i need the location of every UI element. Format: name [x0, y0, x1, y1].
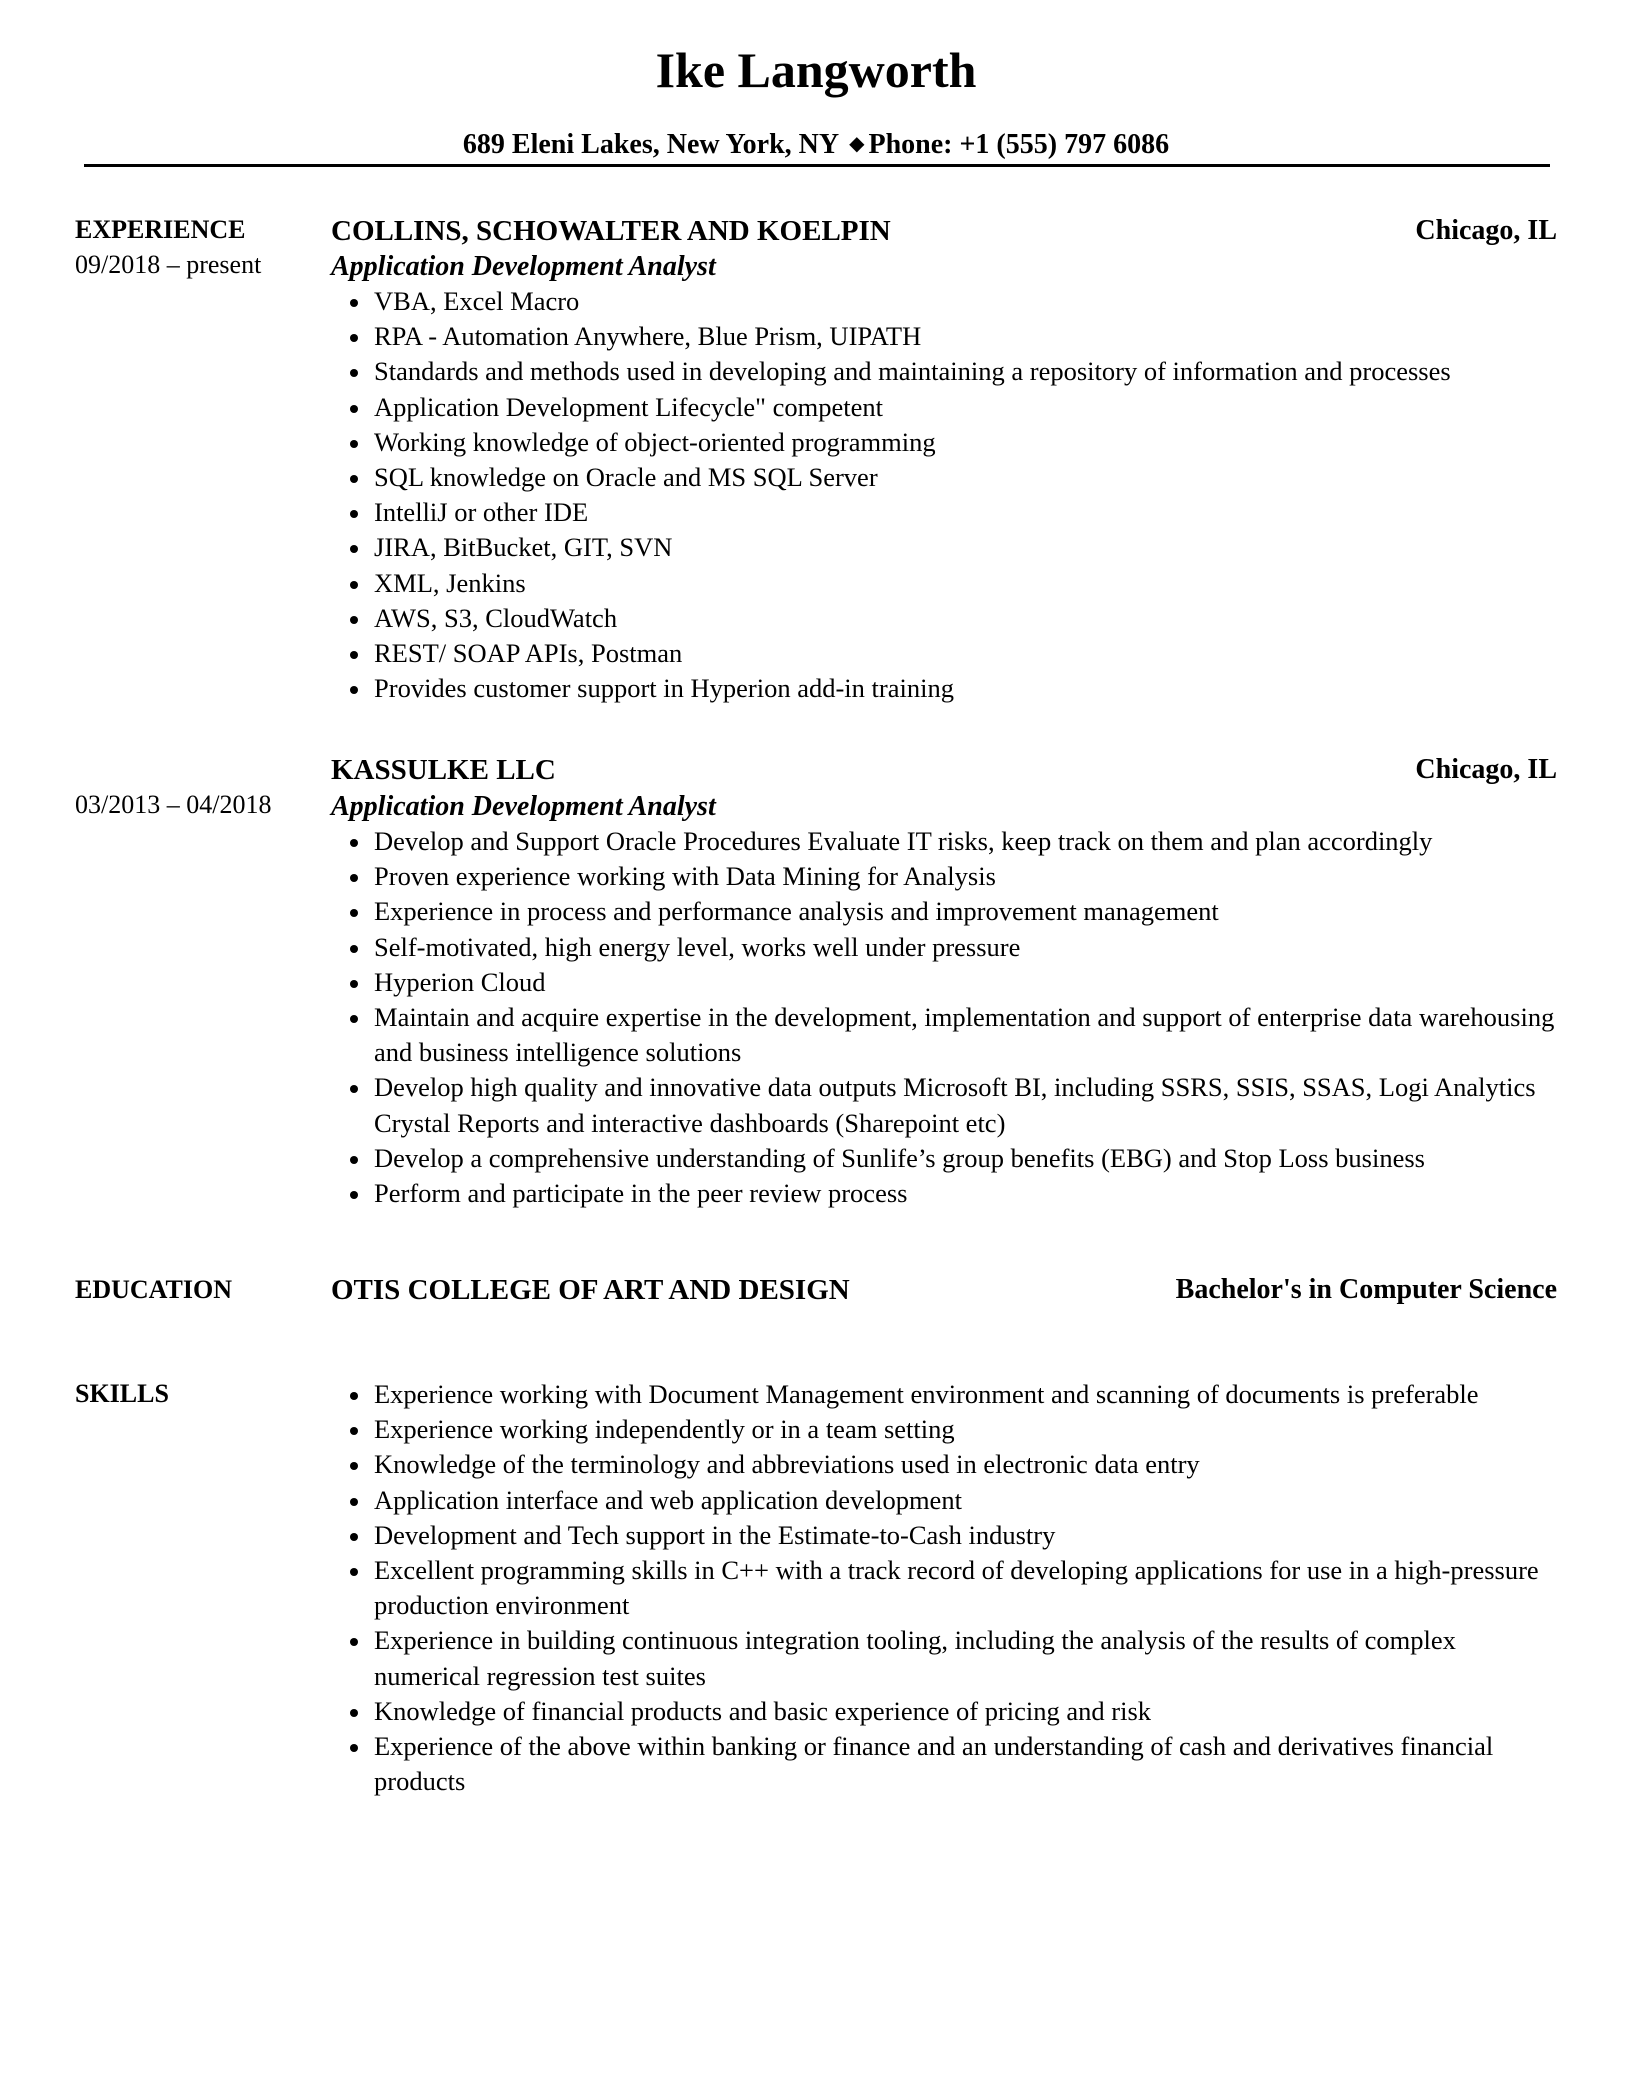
list-item: Experience of the above within banking or finance and an understanding of cash and derivatives financial products	[331, 1729, 1561, 1799]
list-item: VBA, Excel Macro	[331, 284, 1561, 319]
list-item: Develop high quality and innovative data outputs Microsoft BI, including SSRS, SSIS, SSAS, Logi Analytics Crystal Reports and interactive dashboards (Sharepoint etc)	[331, 1070, 1561, 1140]
list-item: Self-motivated, high energy level, works well under pressure	[331, 930, 1561, 965]
list-item: SQL knowledge on Oracle and MS SQL Server	[331, 460, 1561, 495]
list-item: Experience in process and performance analysis and improvement management	[331, 894, 1561, 929]
header-divider	[84, 164, 1550, 167]
list-item: IntelliJ or other IDE	[331, 495, 1561, 530]
list-item: Application interface and web application development	[331, 1483, 1561, 1518]
list-item: Maintain and acquire expertise in the development, implementation and support of enterprise data warehousing and business intelligence solutions	[331, 1000, 1561, 1070]
list-item: Perform and participate in the peer review process	[331, 1176, 1561, 1211]
diamond-separator-icon: ◆	[849, 133, 865, 155]
list-item: Experience in building continuous integration tooling, including the analysis of the results of complex numerical regression test suites	[331, 1623, 1561, 1693]
phone: Phone: +1 (555) 797 6086	[868, 129, 1170, 160]
job-location: Chicago, IL	[1415, 215, 1557, 246]
list-item: Development and Tech support in the Estimate-to-Cash industry	[331, 1518, 1561, 1553]
section-label-experience: EXPERIENCE	[75, 215, 246, 244]
list-item: Experience working with Document Management environment and scanning of documents is preferable	[331, 1377, 1561, 1412]
job-dates: 03/2013 – 04/2018	[75, 790, 272, 819]
list-item: Proven experience working with Data Mining for Analysis	[331, 859, 1561, 894]
list-item: REST/ SOAP APIs, Postman	[331, 636, 1561, 671]
address: 689 Eleni Lakes, New York, NY	[462, 129, 839, 160]
contact-line	[0, 126, 1632, 163]
list-item: Knowledge of financial products and basic experience of pricing and risk	[331, 1694, 1561, 1729]
candidate-name: Ike Langworth	[655, 42, 977, 98]
list-item: Standards and methods used in developing and maintaining a repository of information and processes	[331, 354, 1561, 389]
job-title: Application Development Analyst	[331, 251, 716, 282]
job-location: Chicago, IL	[1415, 754, 1557, 785]
list-item: Experience working independently or in a team setting	[331, 1412, 1561, 1447]
list-item: Excellent programming skills in C++ with a track record of developing applications for use in a high-pressure production environment	[331, 1553, 1561, 1623]
list-item: Application Development Lifecycle" competent	[331, 390, 1561, 425]
job-dates: 09/2018 – present	[75, 250, 262, 279]
section-label-skills: SKILLS	[75, 1379, 169, 1408]
job-bullet-list	[331, 824, 1561, 1211]
list-item: RPA - Automation Anywhere, Blue Prism, UIPATH	[331, 319, 1561, 354]
list-item: Develop and Support Oracle Procedures Evaluate IT risks, keep track on them and plan accordingly	[331, 824, 1561, 859]
list-item: AWS, S3, CloudWatch	[331, 601, 1561, 636]
job-bullet-list	[331, 284, 1561, 706]
list-item: Provides customer support in Hyperion add-in training	[331, 671, 1561, 706]
list-item: JIRA, BitBucket, GIT, SVN	[331, 530, 1561, 565]
list-item: Hyperion Cloud	[331, 965, 1561, 1000]
section-label-education: EDUCATION	[75, 1275, 232, 1304]
list-item: Working knowledge of object-oriented programming	[331, 425, 1561, 460]
list-item: Develop a comprehensive understanding of Sunlife’s group benefits (EBG) and Stop Loss business	[331, 1141, 1561, 1176]
job-company: KASSULKE LLC	[331, 754, 556, 786]
job-company: COLLINS, SCHOWALTER AND KOELPIN	[331, 215, 891, 247]
job-title: Application Development Analyst	[331, 791, 716, 822]
degree: Bachelor's in Computer Science	[1175, 1274, 1557, 1305]
list-item: XML, Jenkins	[331, 566, 1561, 601]
list-item: Knowledge of the terminology and abbreviations used in electronic data entry	[331, 1447, 1561, 1482]
school-name: OTIS COLLEGE OF ART AND DESIGN	[331, 1274, 850, 1306]
skills-list	[331, 1377, 1561, 1799]
